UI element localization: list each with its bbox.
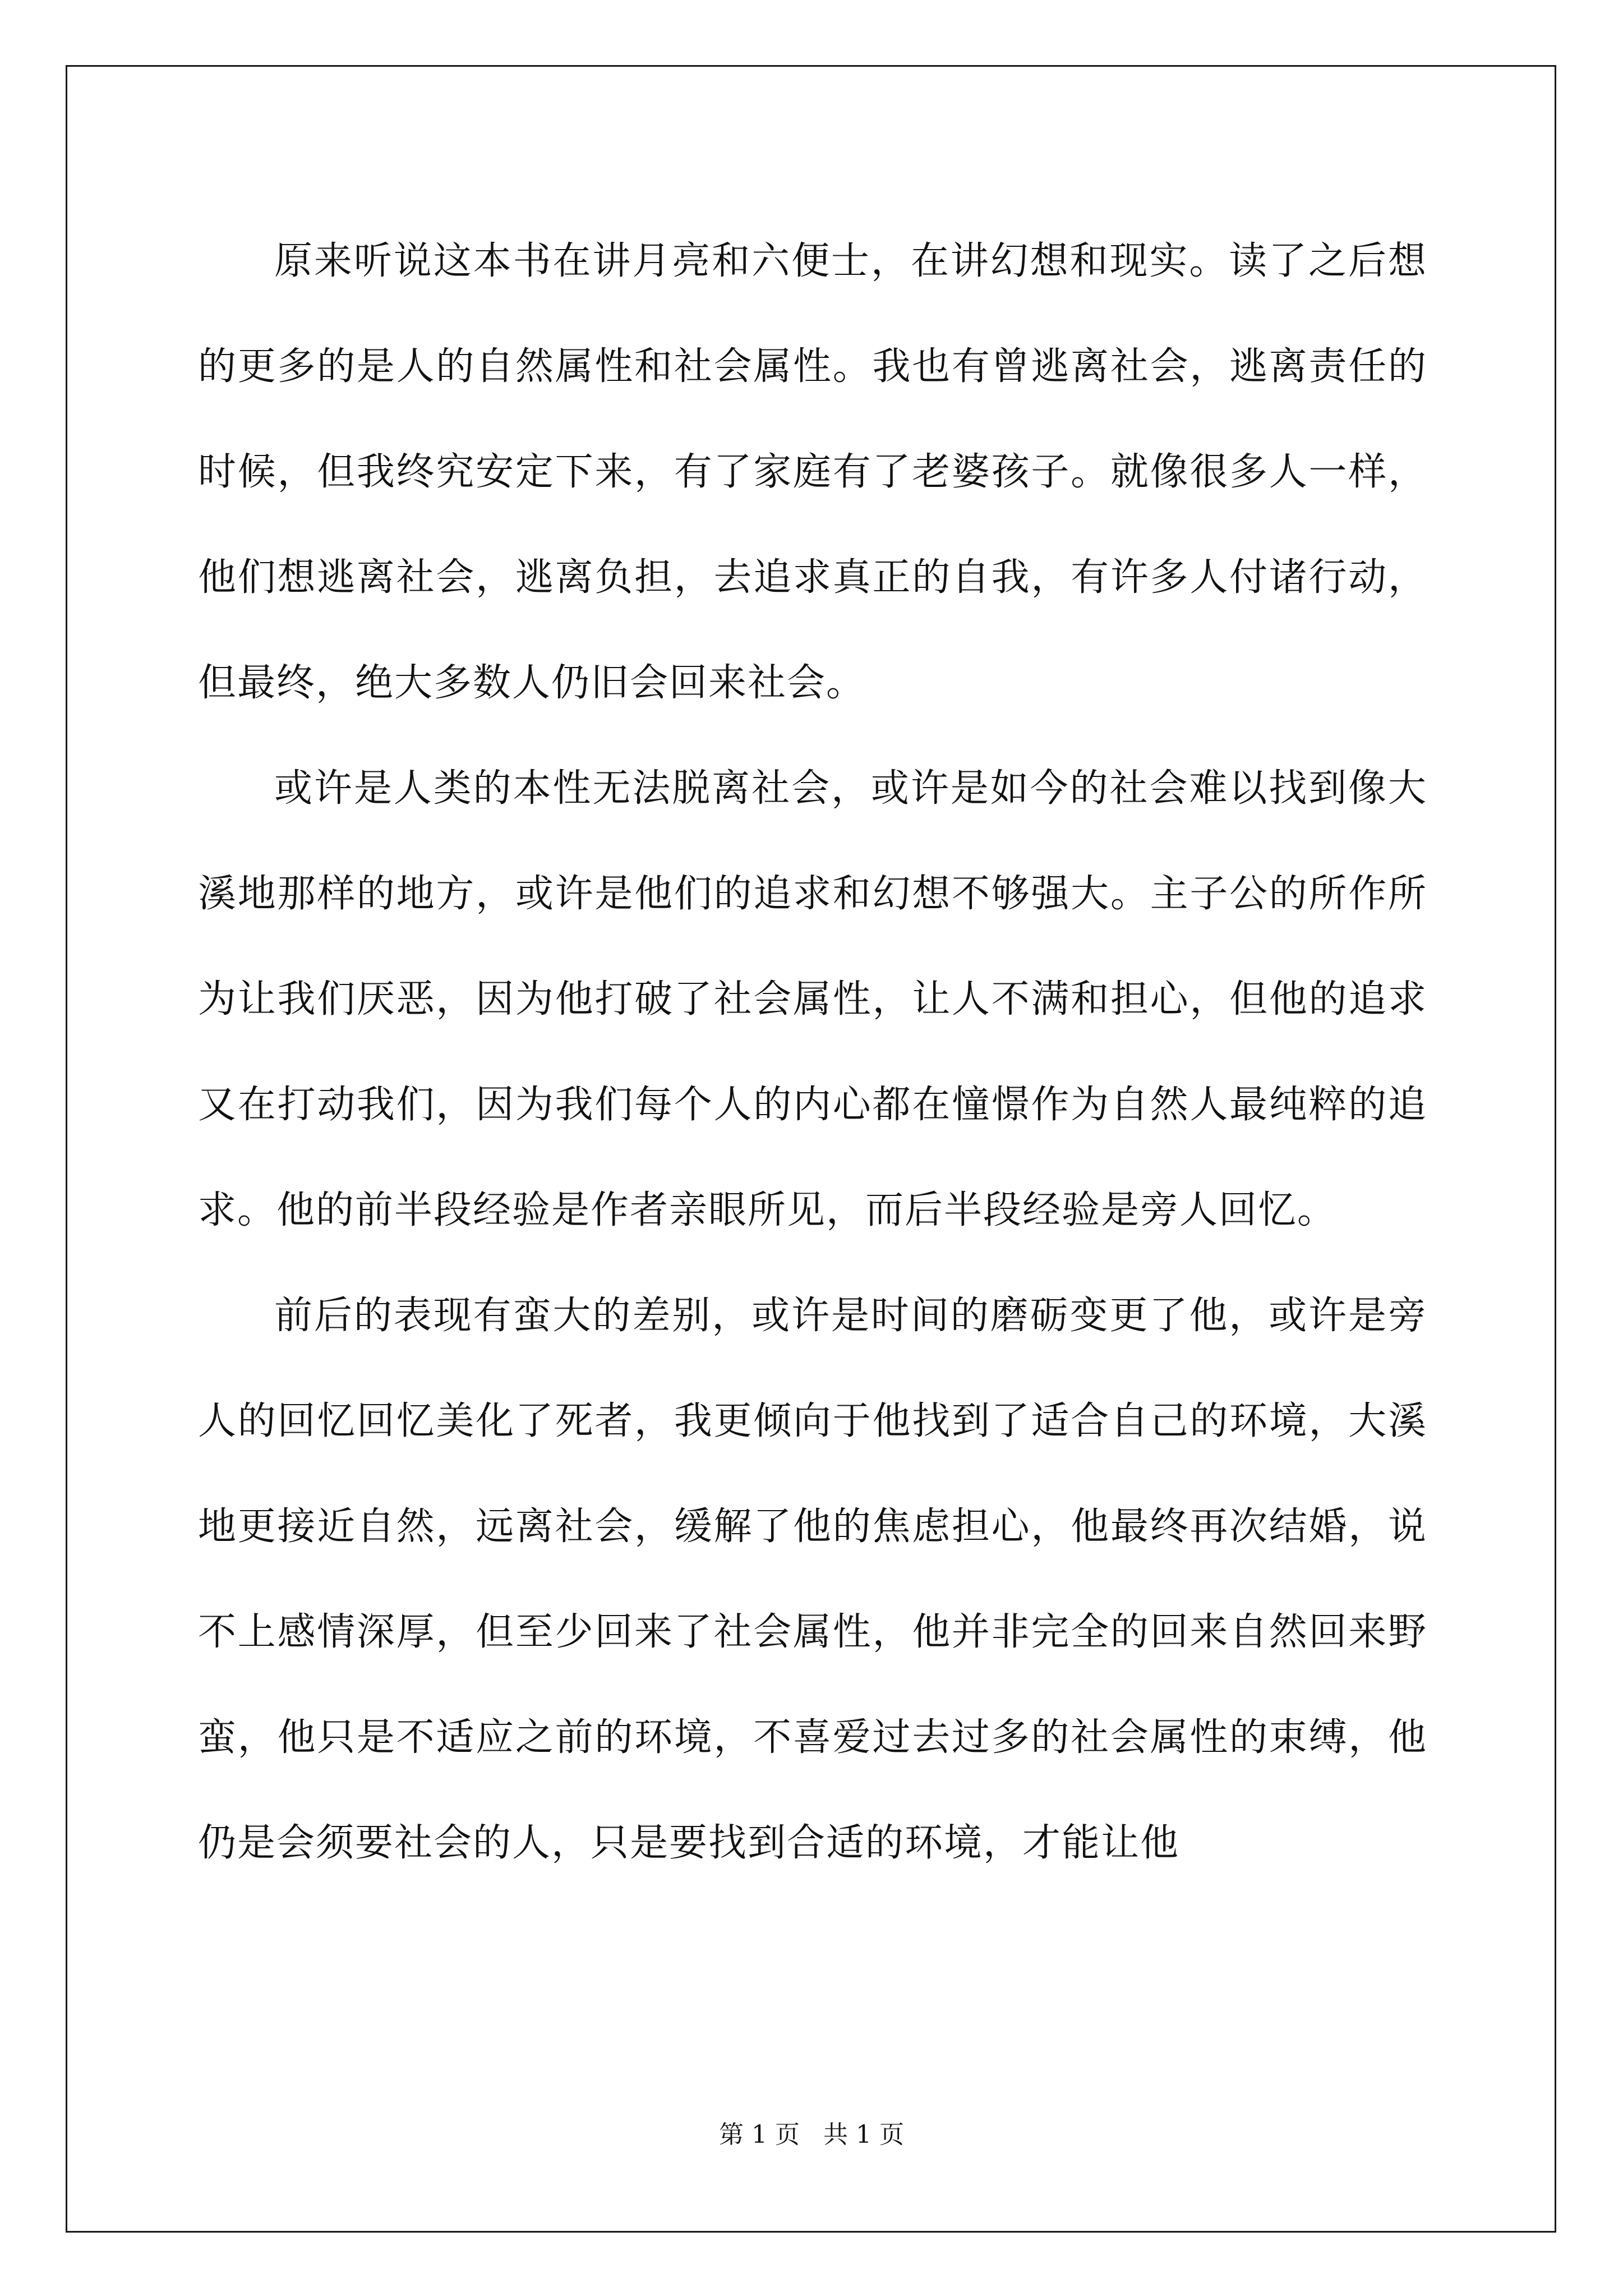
paragraph-2: 或许是人类的本性无法脱离社会，或许是如今的社会难以找到像大溪地那样的地方，或许是他们的追求和幻想不够强大。主子公的所作所为让我们厌恶，因为他打破了社会属性，让人不满和担心，但他的追求又在打动我们，因为我们每个人的内心都在憧憬作为自然人最纯粹的追求。他的前半段经验是作者亲眼所见，而后半段经验是旁人回忆。 <box>198 766 1427 1232</box>
paragraph-3: 前后的表现有蛮大的差别，或许是时间的磨砺变更了他，或许是旁人的回忆回忆美化了死者，我更倾向于他找到了适合自己的环境，大溪地更接近自然，远离社会，缓解了他的焦虑担心，他最终再次结婚，说不上感情深厚，但至少回来了社会属性，他并非完全的回来自然回来野蛮，他只是不适应之前的环境，不喜爱过去过多的社会属性的束缚，他仍是会须要社会的人，只是要找到合适的环境，才能让他 <box>198 1294 1427 1865</box>
page-number-footer: 第 1 页 共 1 页 <box>719 2120 904 2149</box>
paragraph-1: 原来听说这本书在讲月亮和六便士，在讲幻想和现实。读了之后想的更多的是人的自然属性和社会属性。我也有曾逃离社会，逃离责任的时候，但我终究安定下来，有了家庭有了老婆孩子。就像很多人一样，他们想逃离社会，逃离负担，去追求真正的自我，有许多人付诸行动，但最终，绝大多数人仍旧会回来社会。 <box>198 239 1427 705</box>
document-body <box>198 209 1427 1896</box>
